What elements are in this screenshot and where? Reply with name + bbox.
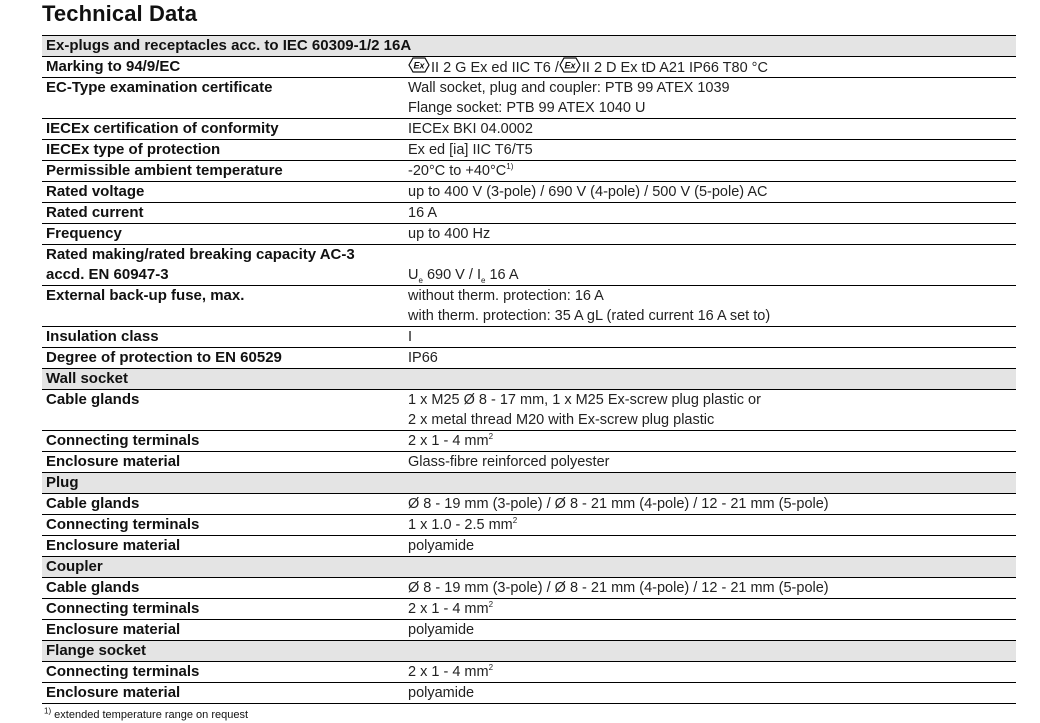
row-label <box>42 662 376 682</box>
row-value <box>376 57 1016 77</box>
table-row <box>42 161 1016 182</box>
table-row <box>42 224 1016 245</box>
row-value-line <box>408 224 1016 244</box>
row-value-line <box>408 410 1016 430</box>
rating-u: U <box>408 267 419 283</box>
section-title <box>42 473 1016 493</box>
row-label-line: Connecting terminals <box>46 516 200 533</box>
row-value-line <box>408 515 1016 535</box>
row-value-line <box>408 390 1016 410</box>
marking-dust: II 2 D Ex tD A21 IP66 T80 °C <box>581 59 768 76</box>
row-label <box>42 78 376 118</box>
row-value <box>376 683 1016 703</box>
row-label <box>42 57 376 77</box>
row-value-text: 2 x 1 - 4 mm <box>408 664 489 680</box>
row-value <box>376 245 1016 285</box>
row-value <box>376 662 1016 682</box>
section-header <box>42 35 1016 57</box>
row-label <box>42 182 376 202</box>
row-value-text: polyamide <box>408 538 475 554</box>
section-title-text: Ex-plugs and receptacles acc. to IEC 60309-1/2 16A <box>46 37 412 54</box>
row-value-line <box>408 306 1016 326</box>
footnote <box>44 706 249 721</box>
row-value-text: Ø 8 - 19 mm (3-pole) / Ø 8 - 21 mm (4-pole) / 12 - 21 mm (5-pole) <box>408 580 829 596</box>
row-value <box>376 140 1016 160</box>
row-label-line: accd. EN 60947-3 <box>46 266 169 283</box>
row-value <box>376 390 1016 430</box>
table-row <box>42 348 1016 369</box>
row-value-text: Ø 8 - 19 mm (3-pole) / Ø 8 - 21 mm (4-pole) / 12 - 21 mm (5-pole) <box>408 496 829 512</box>
row-label-line: Cable glands <box>46 391 140 408</box>
section-title-text: Plug <box>46 474 79 491</box>
row-label <box>42 348 376 368</box>
row-value <box>376 327 1016 347</box>
rating-i-sub: e <box>480 275 486 285</box>
rating-value <box>408 265 1016 285</box>
row-value-text: 2 x 1 - 4 mm <box>408 433 489 449</box>
table-row <box>42 536 1016 557</box>
row-label-line: IECEx certification of conformity <box>46 120 279 137</box>
row-label <box>42 224 376 244</box>
row-value-text: polyamide <box>408 685 475 701</box>
row-value-text: Ex ed [ia] IIC T6/T5 <box>408 142 533 158</box>
table-row <box>42 431 1016 452</box>
row-label <box>42 390 376 430</box>
marking-gas: II 2 G Ex ed IIC T6 / <box>431 59 559 76</box>
row-label <box>42 140 376 160</box>
row-label <box>42 119 376 139</box>
section-title <box>42 641 1016 661</box>
row-label-line: Rated current <box>46 204 144 221</box>
row-value-line <box>408 182 1016 202</box>
section-title <box>42 369 1016 389</box>
row-value-text: Glass-fibre reinforced polyester <box>408 454 610 470</box>
row-label <box>42 431 376 451</box>
row-label-line: Enclosure material <box>46 537 181 554</box>
row-value-text: 16 A <box>408 205 438 221</box>
row-label-line: Enclosure material <box>46 453 181 470</box>
row-value <box>376 203 1016 223</box>
row-value-line <box>408 348 1016 368</box>
footnote-mark: 1) <box>44 706 52 716</box>
rating-u-sub: e <box>418 275 423 285</box>
row-label-line: Connecting terminals <box>46 663 200 680</box>
row-label <box>42 286 376 326</box>
row-value-line <box>408 662 1016 682</box>
row-value <box>376 431 1016 451</box>
row-value <box>376 161 1016 181</box>
row-value <box>376 182 1016 202</box>
row-label <box>42 515 376 535</box>
row-label <box>42 578 376 598</box>
row-label <box>42 452 376 472</box>
row-value-text: with therm. protection: 35 A gL (rated current 16 A set to) <box>408 308 771 324</box>
row-value-text: Wall socket, plug and coupler: PTB 99 ATEX 1039 <box>408 80 730 96</box>
section-title-text: Coupler <box>46 558 103 575</box>
row-value-text: 2 x metal thread M20 with Ex-screw plug plastic <box>408 412 715 428</box>
row-label <box>42 536 376 556</box>
row-value <box>376 78 1016 118</box>
technical-data-table <box>42 35 1016 704</box>
row-label-line: Marking to 94/9/EC <box>46 58 181 75</box>
section-header <box>42 641 1016 662</box>
unit-superscript: 2 <box>488 600 494 610</box>
table-row <box>42 578 1016 599</box>
table-row <box>42 599 1016 620</box>
table-row <box>42 119 1016 140</box>
row-value-line <box>408 203 1016 223</box>
row-label <box>42 620 376 640</box>
ex-mark-icon <box>559 57 581 79</box>
section-header <box>42 557 1016 578</box>
row-value-text: 1 x 1.0 - 2.5 mm <box>408 517 513 533</box>
row-label-line: Enclosure material <box>46 684 181 701</box>
table-row <box>42 245 1016 286</box>
row-label-line: IECEx type of protection <box>46 141 221 158</box>
row-value <box>376 620 1016 640</box>
row-value-text: without therm. protection: 16 A <box>408 288 604 304</box>
row-label-line: Cable glands <box>46 579 140 596</box>
row-value <box>376 452 1016 472</box>
unit-superscript: 2 <box>512 516 518 526</box>
row-label-line: Degree of protection to EN 60529 <box>46 349 282 366</box>
row-value-line <box>408 599 1016 619</box>
row-label-line: Rated voltage <box>46 183 145 200</box>
table-row <box>42 620 1016 641</box>
row-value-line <box>408 98 1016 118</box>
row-value-text: 2 x 1 - 4 mm <box>408 601 489 617</box>
row-value-line <box>408 494 1016 514</box>
row-value <box>376 119 1016 139</box>
row-value <box>376 515 1016 535</box>
row-value-line <box>408 140 1016 160</box>
table-row <box>42 452 1016 473</box>
row-value-line <box>408 119 1016 139</box>
row-label <box>42 683 376 703</box>
temperature-value <box>408 161 1016 181</box>
table-row <box>42 515 1016 536</box>
row-label <box>42 161 376 181</box>
row-label-line: Rated making/rated breaking capacity AC-3 <box>46 246 355 263</box>
row-label-line: Permissible ambient temperature <box>46 162 283 179</box>
table-row <box>42 494 1016 515</box>
table-row <box>42 683 1016 704</box>
row-value <box>376 599 1016 619</box>
table-row <box>42 327 1016 348</box>
table-row <box>42 182 1016 203</box>
row-label-line: Frequency <box>46 225 122 242</box>
footnote-text: extended temperature range on request <box>51 709 249 721</box>
row-value-line <box>408 536 1016 556</box>
section-title <box>42 36 1016 56</box>
table-row <box>42 390 1016 431</box>
marking-value <box>408 57 1016 77</box>
row-label-line: Insulation class <box>46 328 159 345</box>
svg-text:Ex: Ex <box>413 60 425 71</box>
table-row <box>42 662 1016 683</box>
row-value-text: Flange socket: PTB 99 ATEX 1040 U <box>408 100 646 116</box>
table-row <box>42 57 1016 78</box>
unit-superscript: 2 <box>488 432 494 442</box>
table-row <box>42 286 1016 327</box>
ex-mark-icon <box>408 57 430 79</box>
row-value-line <box>408 578 1016 598</box>
row-label-line: Cable glands <box>46 495 140 512</box>
row-label <box>42 245 376 285</box>
rating-i-val: 16 A <box>485 267 519 283</box>
row-value-line <box>408 286 1016 306</box>
row-value-text: IECEx BKI 04.0002 <box>408 121 533 137</box>
row-label-line: EC-Type examination certificate <box>46 79 273 96</box>
section-header <box>42 473 1016 494</box>
temperature-text: -20°C to +40°C <box>408 163 507 179</box>
row-value-line <box>408 431 1016 451</box>
table-row <box>42 140 1016 161</box>
section-title <box>42 557 1016 577</box>
row-value-line <box>408 78 1016 98</box>
page-title: Technical Data <box>42 1 198 26</box>
row-value <box>376 224 1016 244</box>
section-title-text: Flange socket <box>46 642 147 659</box>
row-value-text: 1 x M25 Ø 8 - 17 mm, 1 x M25 Ex-screw plug plastic or <box>408 392 761 408</box>
row-value <box>376 494 1016 514</box>
row-value-text: up to 400 V (3-pole) / 690 V (4-pole) / 500 V (5-pole) AC <box>408 184 768 200</box>
row-label <box>42 599 376 619</box>
row-value <box>376 536 1016 556</box>
row-label <box>42 494 376 514</box>
row-value-text: IP66 <box>408 350 438 366</box>
row-label-line: Enclosure material <box>46 621 181 638</box>
row-value-line <box>408 683 1016 703</box>
row-label <box>42 327 376 347</box>
footnote-ref: 1) <box>506 162 514 172</box>
svg-text:Ex: Ex <box>564 60 576 71</box>
table-row <box>42 203 1016 224</box>
section-title-text: Wall socket <box>46 370 128 387</box>
row-label-line: Connecting terminals <box>46 600 200 617</box>
row-value-text: I <box>408 329 413 345</box>
section-header <box>42 369 1016 390</box>
row-value <box>376 578 1016 598</box>
unit-superscript: 2 <box>488 663 494 673</box>
row-label-line: Connecting terminals <box>46 432 200 449</box>
row-value-text: up to 400 Hz <box>408 226 491 242</box>
row-value <box>376 348 1016 368</box>
row-value-text: polyamide <box>408 622 475 638</box>
row-value-line <box>408 327 1016 347</box>
rating-u-val: 690 V / I <box>422 267 481 283</box>
row-label-line: External back-up fuse, max. <box>46 287 245 304</box>
row-value-line <box>408 620 1016 640</box>
row-value-line <box>408 452 1016 472</box>
row-label <box>42 203 376 223</box>
table-row <box>42 78 1016 119</box>
row-value <box>376 286 1016 326</box>
